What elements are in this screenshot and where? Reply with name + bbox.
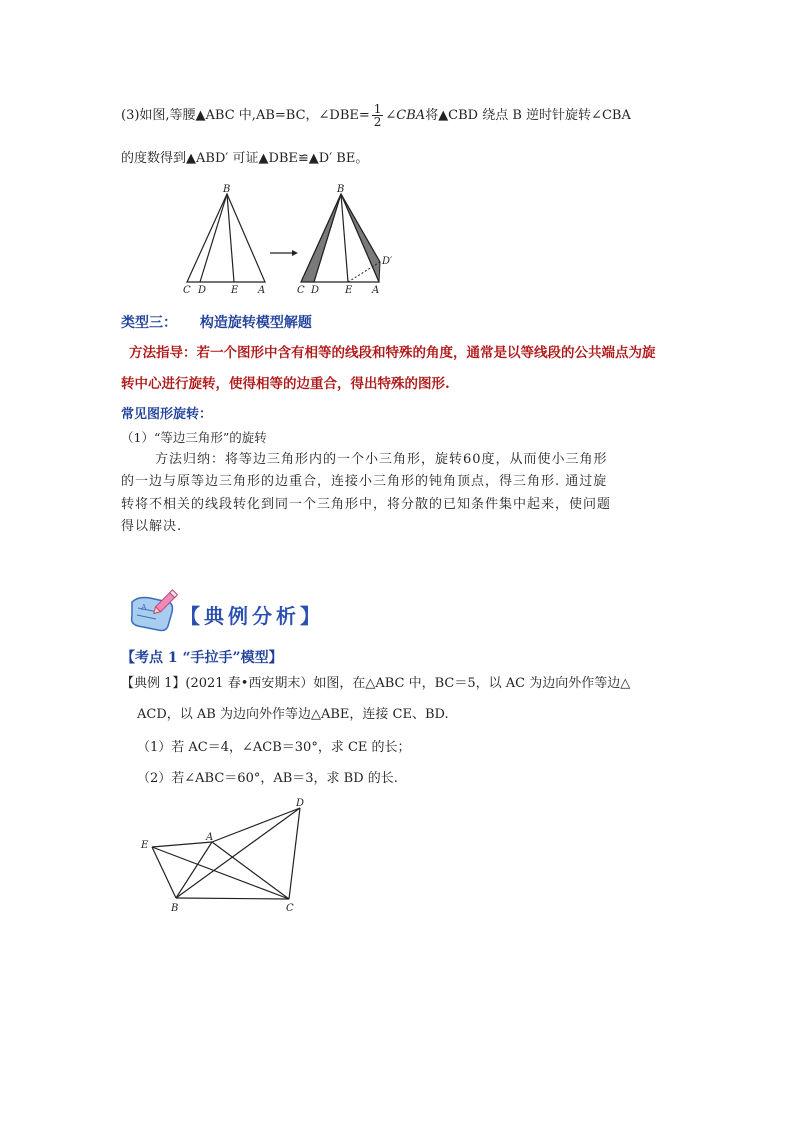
common-rotations-title: 常见图形旋转： xyxy=(121,407,213,422)
method-line1: 方法指导：若一个图形中含有相等的线段和特殊的角度，通常是以等线段的公共端点为旋 xyxy=(129,345,656,361)
example1-question1: （1）若 AC＝4，∠ACB＝30°，求 CE 的长； xyxy=(137,740,411,755)
label-left-e: E xyxy=(231,285,239,296)
hand-in-hand-figure xyxy=(135,795,315,917)
arrow-right-icon xyxy=(270,250,298,256)
example1-line1: 【典例 1】(2021 春•西安期末）如图，在△ABC 中，BC＝5，以 AC 为边向外作等边△ xyxy=(121,676,631,691)
right-triangle xyxy=(297,184,393,296)
rotation-figure xyxy=(170,182,410,300)
fraction-numerator: 1 xyxy=(373,102,382,116)
example1-question2: （2）若∠ABC＝60°，AB＝3，求 BD 的长. xyxy=(137,771,398,786)
fraction-one-half xyxy=(372,103,384,128)
label-right-c: C xyxy=(297,285,305,296)
kaodian1-title: 【考点 1 “手拉手”模型】 xyxy=(121,650,283,666)
method-summary-line1: 方法归纳：将等边三角形内的一个小三角形，旋转60度，从而使小三角形 xyxy=(155,452,608,467)
label-left-a: A xyxy=(258,285,266,296)
common-item-1: （1）“等边三角形”的旋转 xyxy=(121,430,267,445)
section3-line2: 的度数得到▲ABD′ 可证▲DBE≌▲D′ BE。 xyxy=(121,151,369,166)
example1-line2: ACD，以 AB 为边向外作等边△ABE，连接 CE、BD. xyxy=(137,707,449,722)
label-left-c: C xyxy=(183,285,191,296)
label-right-d-prime: D′ xyxy=(382,256,393,267)
method-summary-line2: 的一边与原等边三角形的边重合，连接小三角形的钝角顶点，得三角形. 通过旋 xyxy=(121,474,608,489)
type3-title: 构造旋转模型解题 xyxy=(199,315,312,331)
label-right-a: A xyxy=(372,285,380,296)
label-right-e: E xyxy=(345,285,353,296)
section3-line1-pre: (3)如图,等腰▲ABC 中,AB=BC，∠DBE= xyxy=(121,108,370,123)
svg-text:A: A xyxy=(141,603,147,612)
label-e: E xyxy=(141,840,149,851)
pencil-paper-icon xyxy=(128,588,182,634)
label-right-d: D xyxy=(311,285,320,296)
label-b: B xyxy=(171,903,179,914)
method-summary-line4: 得以解决. xyxy=(121,519,183,534)
angle-cba-expression: ∠CBA xyxy=(385,108,426,123)
method-line2: 转中心进行旋转，使得相等的边重合，得出特殊的图形. xyxy=(121,376,450,392)
label-right-b: B xyxy=(337,184,345,195)
left-triangle xyxy=(183,184,265,296)
banner-title: 【典例分析】 xyxy=(180,604,324,628)
method-summary-line3: 转将不相关的线段转化到同一个三角形中，将分散的已知条件集中起来，使问题 xyxy=(121,497,612,512)
label-left-d: D xyxy=(198,285,207,296)
label-a: A xyxy=(206,832,214,843)
label-left-b: B xyxy=(223,184,231,195)
type3-label: 类型三： xyxy=(121,315,177,331)
label-c: C xyxy=(286,903,294,914)
section3-line1-post: 将▲CBD 绕点 B 逆时针旋转∠CBA xyxy=(425,108,631,123)
type3-heading xyxy=(121,312,312,332)
fraction-denominator: 2 xyxy=(373,115,382,129)
label-d: D xyxy=(296,798,305,809)
section3-line1 xyxy=(121,103,631,128)
